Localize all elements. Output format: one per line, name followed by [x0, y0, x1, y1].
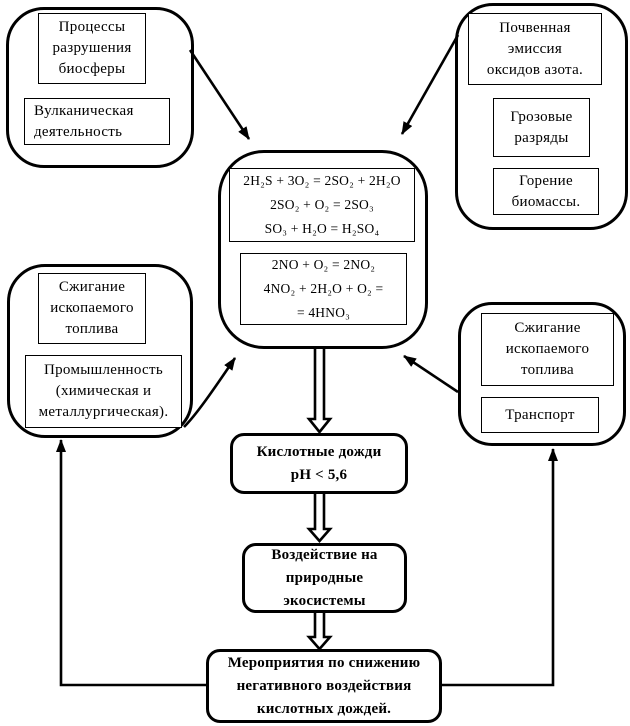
biomass-burning-box: Горение биомассы. — [493, 168, 599, 215]
arrow-biosphere-to-reactions — [190, 50, 249, 139]
double-arrow-reactions-to-acid-rain — [309, 349, 330, 432]
arrow-measures-to-left-sources — [61, 440, 206, 685]
transport-box: Транспорт — [481, 397, 599, 433]
biosphere-destruction-box: Процессы разрушения биосферы — [38, 13, 146, 84]
fossil-fuel-burning-left-box: Сжигание ископаемого топлива — [38, 273, 146, 344]
acid-rain-box: Кислотные дожди рН < 5,6 — [230, 433, 408, 494]
volcanic-activity-box: Вулканическая деятельность — [24, 98, 170, 145]
soil-nitrogen-emission-box: Почвенная эмиссия оксидов азота. — [468, 13, 602, 85]
nitrogen-reactions-box: 2NO + O₂ = 2NO₂ 4NO₂ + 2H₂O + O₂ = = 4HNO₃ — [240, 253, 407, 325]
lightning-discharges-box: Грозовые разряды — [493, 98, 590, 157]
ecosystem-impact-box: Воздействие на природные экосистемы — [242, 543, 407, 613]
mitigation-measures-box: Мероприятия по снижению негативного воздействия кислотных дождей. — [206, 649, 442, 723]
fossil-fuel-burning-right-box: Сжигание ископаемого топлива — [481, 313, 614, 386]
double-arrow-acid-rain-to-impact — [309, 494, 330, 541]
industry-box: Промышленность (химическая и металлургическая). — [25, 355, 182, 428]
arrow-measures-to-right-sources — [442, 449, 553, 685]
arrow-fossil-right-to-reactions — [404, 356, 458, 392]
sulfur-reactions-box: 2H₂S + 3O₂ = 2SO₂ + 2H₂O 2SO₂ + O₂ = 2SO₃ SO₃ + H₂O = H₂SO₄ — [229, 168, 415, 242]
arrow-soil-emission-to-reactions — [402, 35, 458, 134]
double-arrow-impact-to-measures — [309, 613, 330, 649]
